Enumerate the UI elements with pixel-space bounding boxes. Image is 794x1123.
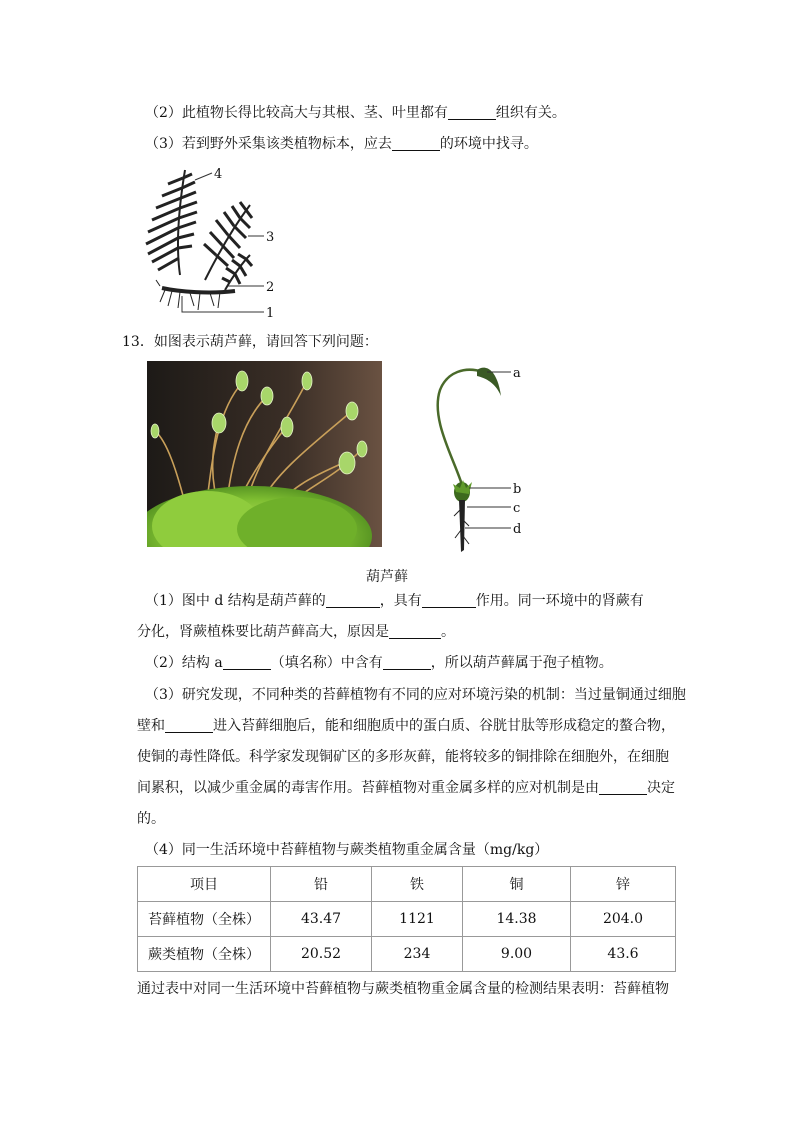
answer-blank: [389, 624, 441, 639]
moss-structure-diagram: [425, 360, 535, 560]
table-cell: 234: [372, 937, 463, 972]
answer-blank: [448, 105, 496, 120]
table-cell: 43.6: [571, 937, 676, 972]
q13-part3-text-a: 壁和: [137, 718, 165, 734]
table-header-cell: 锌: [571, 867, 676, 902]
answer-blank: [223, 655, 271, 670]
q13-part1-text-d: 分化，肾蕨植株要比葫芦藓高大，原因是: [137, 624, 389, 640]
table-header-row: [138, 867, 676, 902]
table-header-cell: 铁: [372, 867, 463, 902]
q13-part1-line2: [137, 622, 455, 642]
figure-caption: 葫芦藓: [366, 569, 408, 585]
table-cell: 43.47: [271, 902, 372, 937]
answer-blank: [326, 593, 380, 608]
q13-part1-text-c: 作用。同一环境中的肾蕨有: [475, 593, 644, 609]
table-cell: 20.52: [271, 937, 372, 972]
moss-label-b: b: [513, 482, 522, 497]
q13-intro: 13．如图表示葫芦藓，请回答下列问题：: [122, 334, 378, 350]
answer-blank: [392, 136, 440, 151]
q12-part3-text: （3）若到野外采集该类植物标本，应去: [145, 136, 392, 152]
q13-part2-text-b: （填名称）中含有: [270, 655, 383, 671]
moss-label-d: d: [513, 522, 522, 537]
fern-label-3: 3: [266, 230, 275, 245]
q13-part2-line: [145, 653, 613, 673]
table-cell: 9.00: [463, 937, 571, 972]
q13-part3-text-c: 间累积，以减少重金属的毒害作用。苔藓植物对重金属多样的应对机制是由: [137, 780, 599, 796]
fern-label-4: 4: [214, 167, 223, 182]
q13-part3-line2: [137, 716, 675, 736]
moss-photo: [147, 361, 382, 547]
q12-part3-tail: 的环境中找寻。: [439, 136, 538, 152]
table-header-cell: 铜: [463, 867, 571, 902]
q13-part1-text-a: （1）图中 d 结构是葫芦藓的: [145, 593, 326, 609]
answer-blank: [383, 655, 431, 670]
q13-part4-title: （4）同一生活环境中苔藓植物与蕨类植物重金属含量（mg/kg）: [145, 842, 549, 858]
q12-part2-tail: 组织有关。: [495, 105, 566, 121]
fern-label-1: 1: [266, 306, 275, 321]
moss-label-c: c: [513, 501, 521, 516]
answer-blank: [599, 780, 647, 795]
q13-part3-text-d: 决定: [647, 780, 675, 796]
table-cell: 14.38: [463, 902, 571, 937]
q13-part1-line1: [145, 591, 644, 611]
answer-blank: [422, 593, 476, 608]
answer-blank: [165, 718, 213, 733]
q13-part3-line5: 的。: [137, 811, 165, 827]
q12-part2-line: [145, 103, 566, 123]
q13-conclusion: 通过表中对同一生活环境中苔藓植物与蕨类植物重金属含量的检测结果表明：苔藓植物: [137, 981, 669, 997]
table-row: [138, 937, 676, 972]
table-cell: 1121: [372, 902, 463, 937]
q13-part3-line1: （3）研究发现，不同种类的苔藓植物有不同的应对环境污染的机制：当过量铜通过细胞: [145, 687, 686, 703]
q13-part1-text-b: ，具有: [379, 593, 422, 609]
heavy-metal-table: [137, 866, 676, 972]
table-header-cell: 铅: [271, 867, 372, 902]
q12-part3-line: [145, 134, 538, 154]
table-cell: 蕨类植物（全株）: [138, 937, 271, 972]
fern-label-2: 2: [266, 280, 275, 295]
q13-part3-text-b: 进入苔藓细胞后，能和细胞质中的蛋白质、谷胱甘肽等形成稳定的螯合物，: [213, 718, 675, 734]
table-header-cell: 项目: [138, 867, 271, 902]
q13-part3-line3: 使铜的毒性降低。科学家发现铜矿区的多形灰藓，能将较多的铜排除在细胞外，在细胞: [137, 749, 669, 765]
fern-illustration: [140, 160, 280, 325]
q13-part2-text-a: （2）结构 a: [145, 655, 223, 671]
table-cell: 204.0: [571, 902, 676, 937]
table-cell: 苔藓植物（全株）: [138, 902, 271, 937]
q13-part1-text-e: 。: [441, 624, 455, 640]
q12-part2-text: （2）此植物长得比较高大与其根、茎、叶里都有: [145, 105, 448, 121]
q13-part3-line4: [137, 778, 675, 798]
moss-label-a: a: [513, 366, 521, 381]
table-row: [138, 902, 676, 937]
q13-part2-text-c: ，所以葫芦藓属于孢子植物。: [430, 655, 613, 671]
